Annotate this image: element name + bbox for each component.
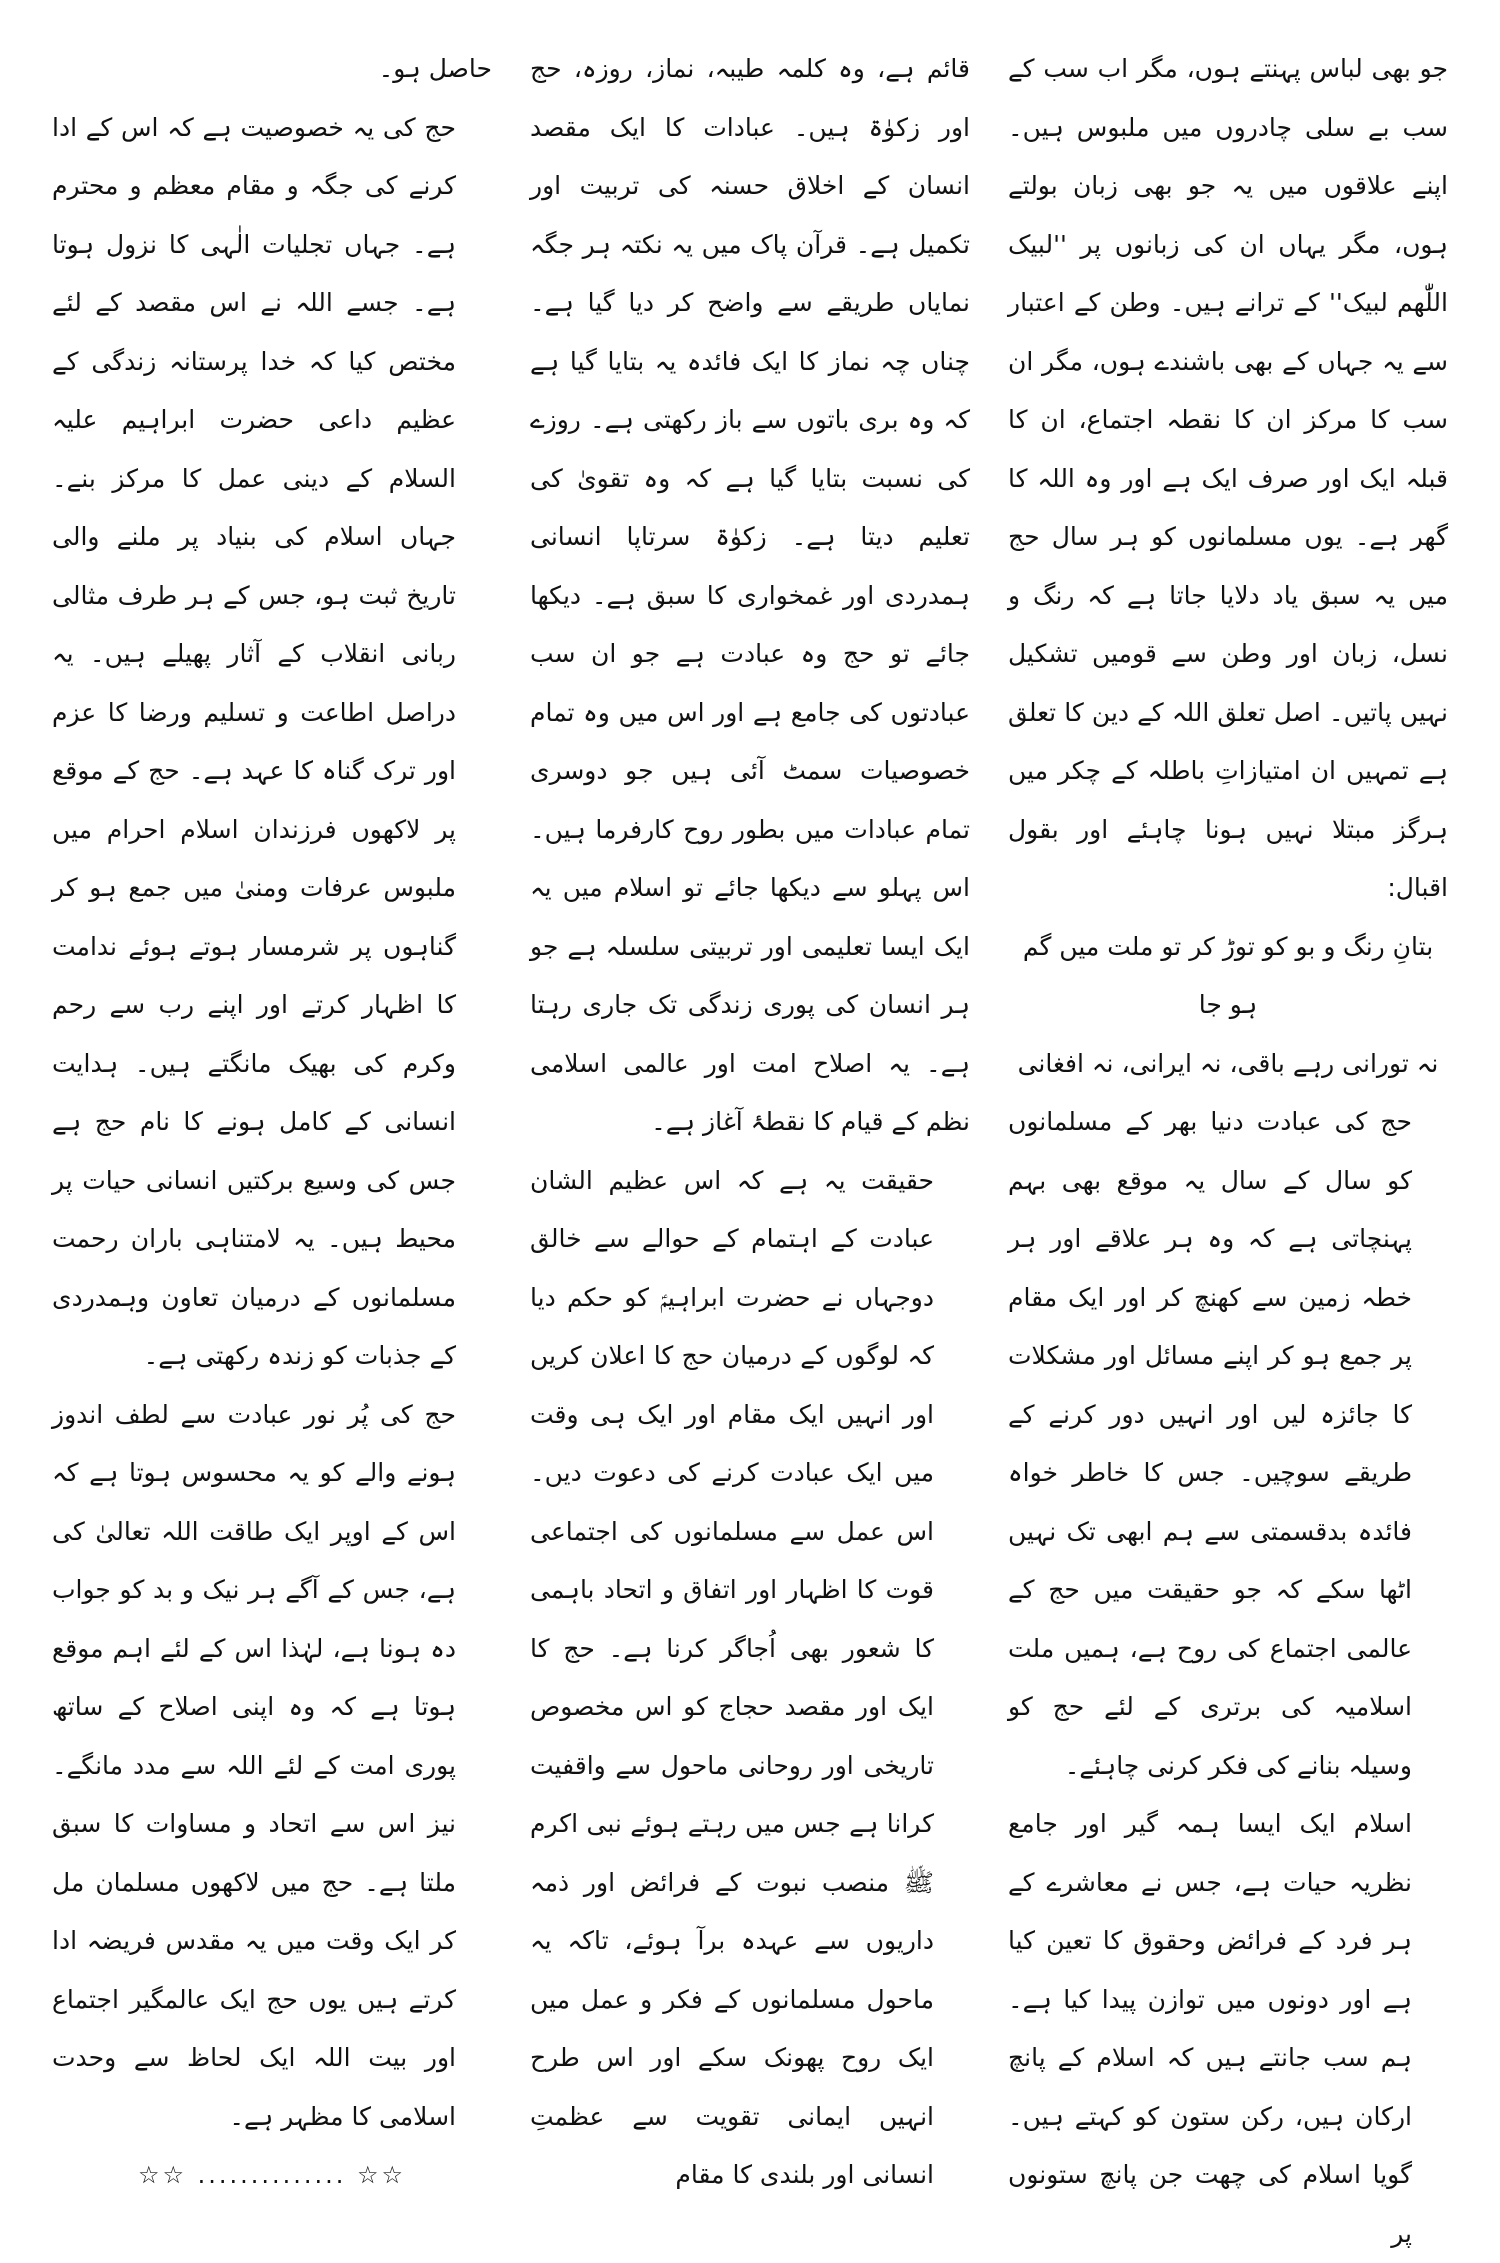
article-paragraph: قائم ہے، وہ کلمہ طیبہ، نماز، روزہ، حج اور زکوٰۃ ہیں۔ عبادات کا ایک مقصد انسان کے اخلاق حسنہ کی تربیت اور تکمیل ہے۔ قرآن پاک میں یہ نکتہ ہر جگہ نمایاں طریقے سے واضح کر دیا گیا ہے۔ چناں چہ نماز کا ایک فائدہ یہ بتایا گیا ہے کہ وہ بری باتوں سے باز رکھتی ہے۔ روزے کی نسبت بتایا گیا ہے کہ وہ تقویٰ کی تعلیم دیتا ہے۔ زکوٰۃ سرتاپا انسانی ہمدردی اور غمخواری کا سبق ہے۔ دیکھا جائے تو حج وہ عبادت ہے جو ان سب عبادتوں کی جامع ہے اور اس میں وہ تمام خصوصیات سمٹ آئی ہیں جو دوسری تمام عبادات میں بطور روح کارفرما ہیں۔ اس پہلو سے دیکھا جائے تو اسلام میں یہ ایک ایسا تعلیمی اور تربیتی سلسلہ ہے جو ہر انسان کی پوری زندگی تک جاری رہتا ہے۔ یہ اصلاح امت اور عالمی اسلامی نظم کے قیام کا نقطۂ آغاز ہے۔	[530, 54, 970, 1136]
column-middle	[530, 40, 970, 2189]
article-paragraph: حج کی پُر نور عبادت سے لطف اندوز ہونے والے کو یہ محسوس ہوتا ہے کہ اس کے اوپر ایک طاقت اللہ تعالیٰ کی ہے، جس کے آگے ہر نیک و بد کو جواب دہ ہونا ہے، لہٰذا اس کے لئے اہم موقع ہوتا ہے کہ وہ اپنی اصلاح کے ساتھ پوری امت کے لئے اللہ سے مدد مانگے۔ نیز اس سے اتحاد و مساوات کا سبق ملتا ہے۔ حج میں لاکھوں مسلمان مل کر ایک وقت میں یہ مقدس فریضہ ادا کرتے ہیں یوں حج ایک عالمگیر اجتماع اور بیت اللہ ایک لحاظ سے وحدت اسلامی کا مظہر ہے۔	[52, 1399, 456, 2131]
poem-line: بتانِ رنگ و بو کو توڑ کر تو ملت میں گم ہو جا	[1022, 931, 1434, 1019]
article-paragraph: جو بھی لباس پہنتے ہوں، مگر اب سب کے سب بے سلی چادروں میں ملبوس ہیں۔ اپنے علاقوں میں یہ جو بھی زبان بولتے ہوں، مگر یہاں ان کی زبانوں پر ''لبیک اللّٰھم لبیک'' کے ترانے ہیں۔ وطن کے اعتبار سے یہ جہاں کے بھی باشندے ہوں، مگر ان سب کا مرکز ان کا نقطہ اجتماع، ان کا قبلہ ایک اور صرف ایک ہے اور وہ اللہ کا گھر ہے۔ یوں مسلمانوں کو ہر سال حج میں یہ سبق یاد دلایا جاتا ہے کہ رنگ و نسل، زبان اور وطن سے قومیں تشکیل نہیں پاتیں۔ اصل تعلق اللہ کے دین کا تعلق ہے تمہیں ان امتیازاتِ باطلہ کے چکر میں ہرگز مبتلا نہیں ہونا چاہئے اور بقول اقبال:	[1008, 54, 1448, 902]
text-columns	[52, 40, 1448, 2248]
article-paragraph: حاصل ہو۔	[378, 54, 492, 83]
column-right	[1008, 40, 1448, 2248]
article-end-ornament: ☆☆ .............. ☆☆	[137, 2161, 407, 2189]
poem-line: نہ تورانی رہے باقی، نہ ایرانی، نہ افغانی	[1017, 1048, 1439, 1078]
article-paragraph: حج کی یہ خصوصیت ہے کہ اس کے ادا کرنے کی جگہ و مقام معظم و محترم ہے۔ جہاں تجلیات الٰہی کا نزول ہوتا ہے۔ جسے اللہ نے اس مقصد کے لئے مختص کیا کہ خدا پرستانہ زندگی کے عظیم داعی حضرت ابراہیم علیہ السلام کے دینی عمل کا مرکز بنے۔ جہاں اسلام کی بنیاد پر ملنے والی تاریخ ثبت ہو، جس کے ہر طرف مثالی ربانی انقلاب کے آثار پھیلے ہیں۔ یہ دراصل اطاعت و تسلیم ورضا کا عزم اور ترک گناہ کا عہد ہے۔ حج کے موقع پر لاکھوں فرزندان اسلام احرام میں ملبوس عرفات ومنیٰ میں جمع ہو کر گناہوں پر شرمسار ہوتے ہوئے ندامت کا اظہار کرتے اور اپنے رب سے رحم وکرم کی بھیک مانگتے ہیں۔ ہدایت انسانی کے کامل ہونے کا نام حج ہے جس کی وسیع برکتیں انسانی حیات پر محیط ہیں۔ یہ لامتناہی باران رحمت مسلمانوں کے درمیان تعاون وہمدردی کے جذبات کو زندہ رکھتی ہے۔	[52, 112, 456, 1370]
article-paragraph: اسلام ایک ایسا ہمہ گیر اور جامع نظریہ حیات ہے، جس نے معاشرے کے ہر فرد کے فرائض وحقوق کا تعین کیا ہے اور دونوں میں توازن پیدا کیا ہے۔ ہم سب جانتے ہیں کہ اسلام کے پانچ ارکان ہیں، رکن ستون کو کہتے ہیں۔ گویا اسلام کی چھت جن پانچ ستونوں پر	[1008, 1809, 1412, 2248]
article-paragraph: حج کی عبادت دنیا بھر کے مسلمانوں کو سال کے سال یہ موقع بھی بہم پہنچاتی ہے کہ وہ ہر علاقے اور ہر خطہ زمین سے کھنچ کر اور ایک مقام پر جمع ہو کر اپنے مسائل اور مشکلات کا جائزہ لیں اور انہیں دور کرنے کے طریقے سوچیں۔ جس کا خاطر خواہ فائدہ بدقسمتی سے ہم ابھی تک نہیں اٹھا سکے کہ جو حقیقت میں حج کے عالمی اجتماع کی روح ہے، ہمیں ملت اسلامیہ کی برتری کے لئے حج کو وسیلہ بنانے کی فکر کرنی چاہئے۔	[1008, 1107, 1412, 1780]
column-left	[52, 40, 492, 2189]
article-paragraph: حقیقت یہ ہے کہ اس عظیم الشان عبادت کے اہتمام کے حوالے سے خالق دوجہاں نے حضرت ابراہیمؑ کو حکم دیا کہ لوگوں کے درمیان حج کا اعلان کریں اور انہیں ایک مقام اور ایک ہی وقت میں ایک عبادت کرنے کی دعوت دیں۔ اس عمل سے مسلمانوں کی اجتماعی قوت کا اظہار اور اتفاق و اتحاد باہمی کا شعور بھی اُجاگر کرنا ہے۔ حج کا ایک اور مقصد حجاج کو اس مخصوص تاریخی اور روحانی ماحول سے واقفیت کرانا ہے جس میں رہتے ہوئے نبی اکرم ﷺ منصب نبوت کے فرائض اور ذمہ داریوں سے عہدہ برآ ہوئے، تاکہ یہ ماحول مسلمانوں کے فکر و عمل میں ایک روح پھونک سکے اور اس طرح انہیں ایمانی تقویت سے عظمتِ انسانی اور بلندی کا مقام	[530, 1165, 934, 2189]
poem-couplet	[1008, 918, 1448, 1094]
